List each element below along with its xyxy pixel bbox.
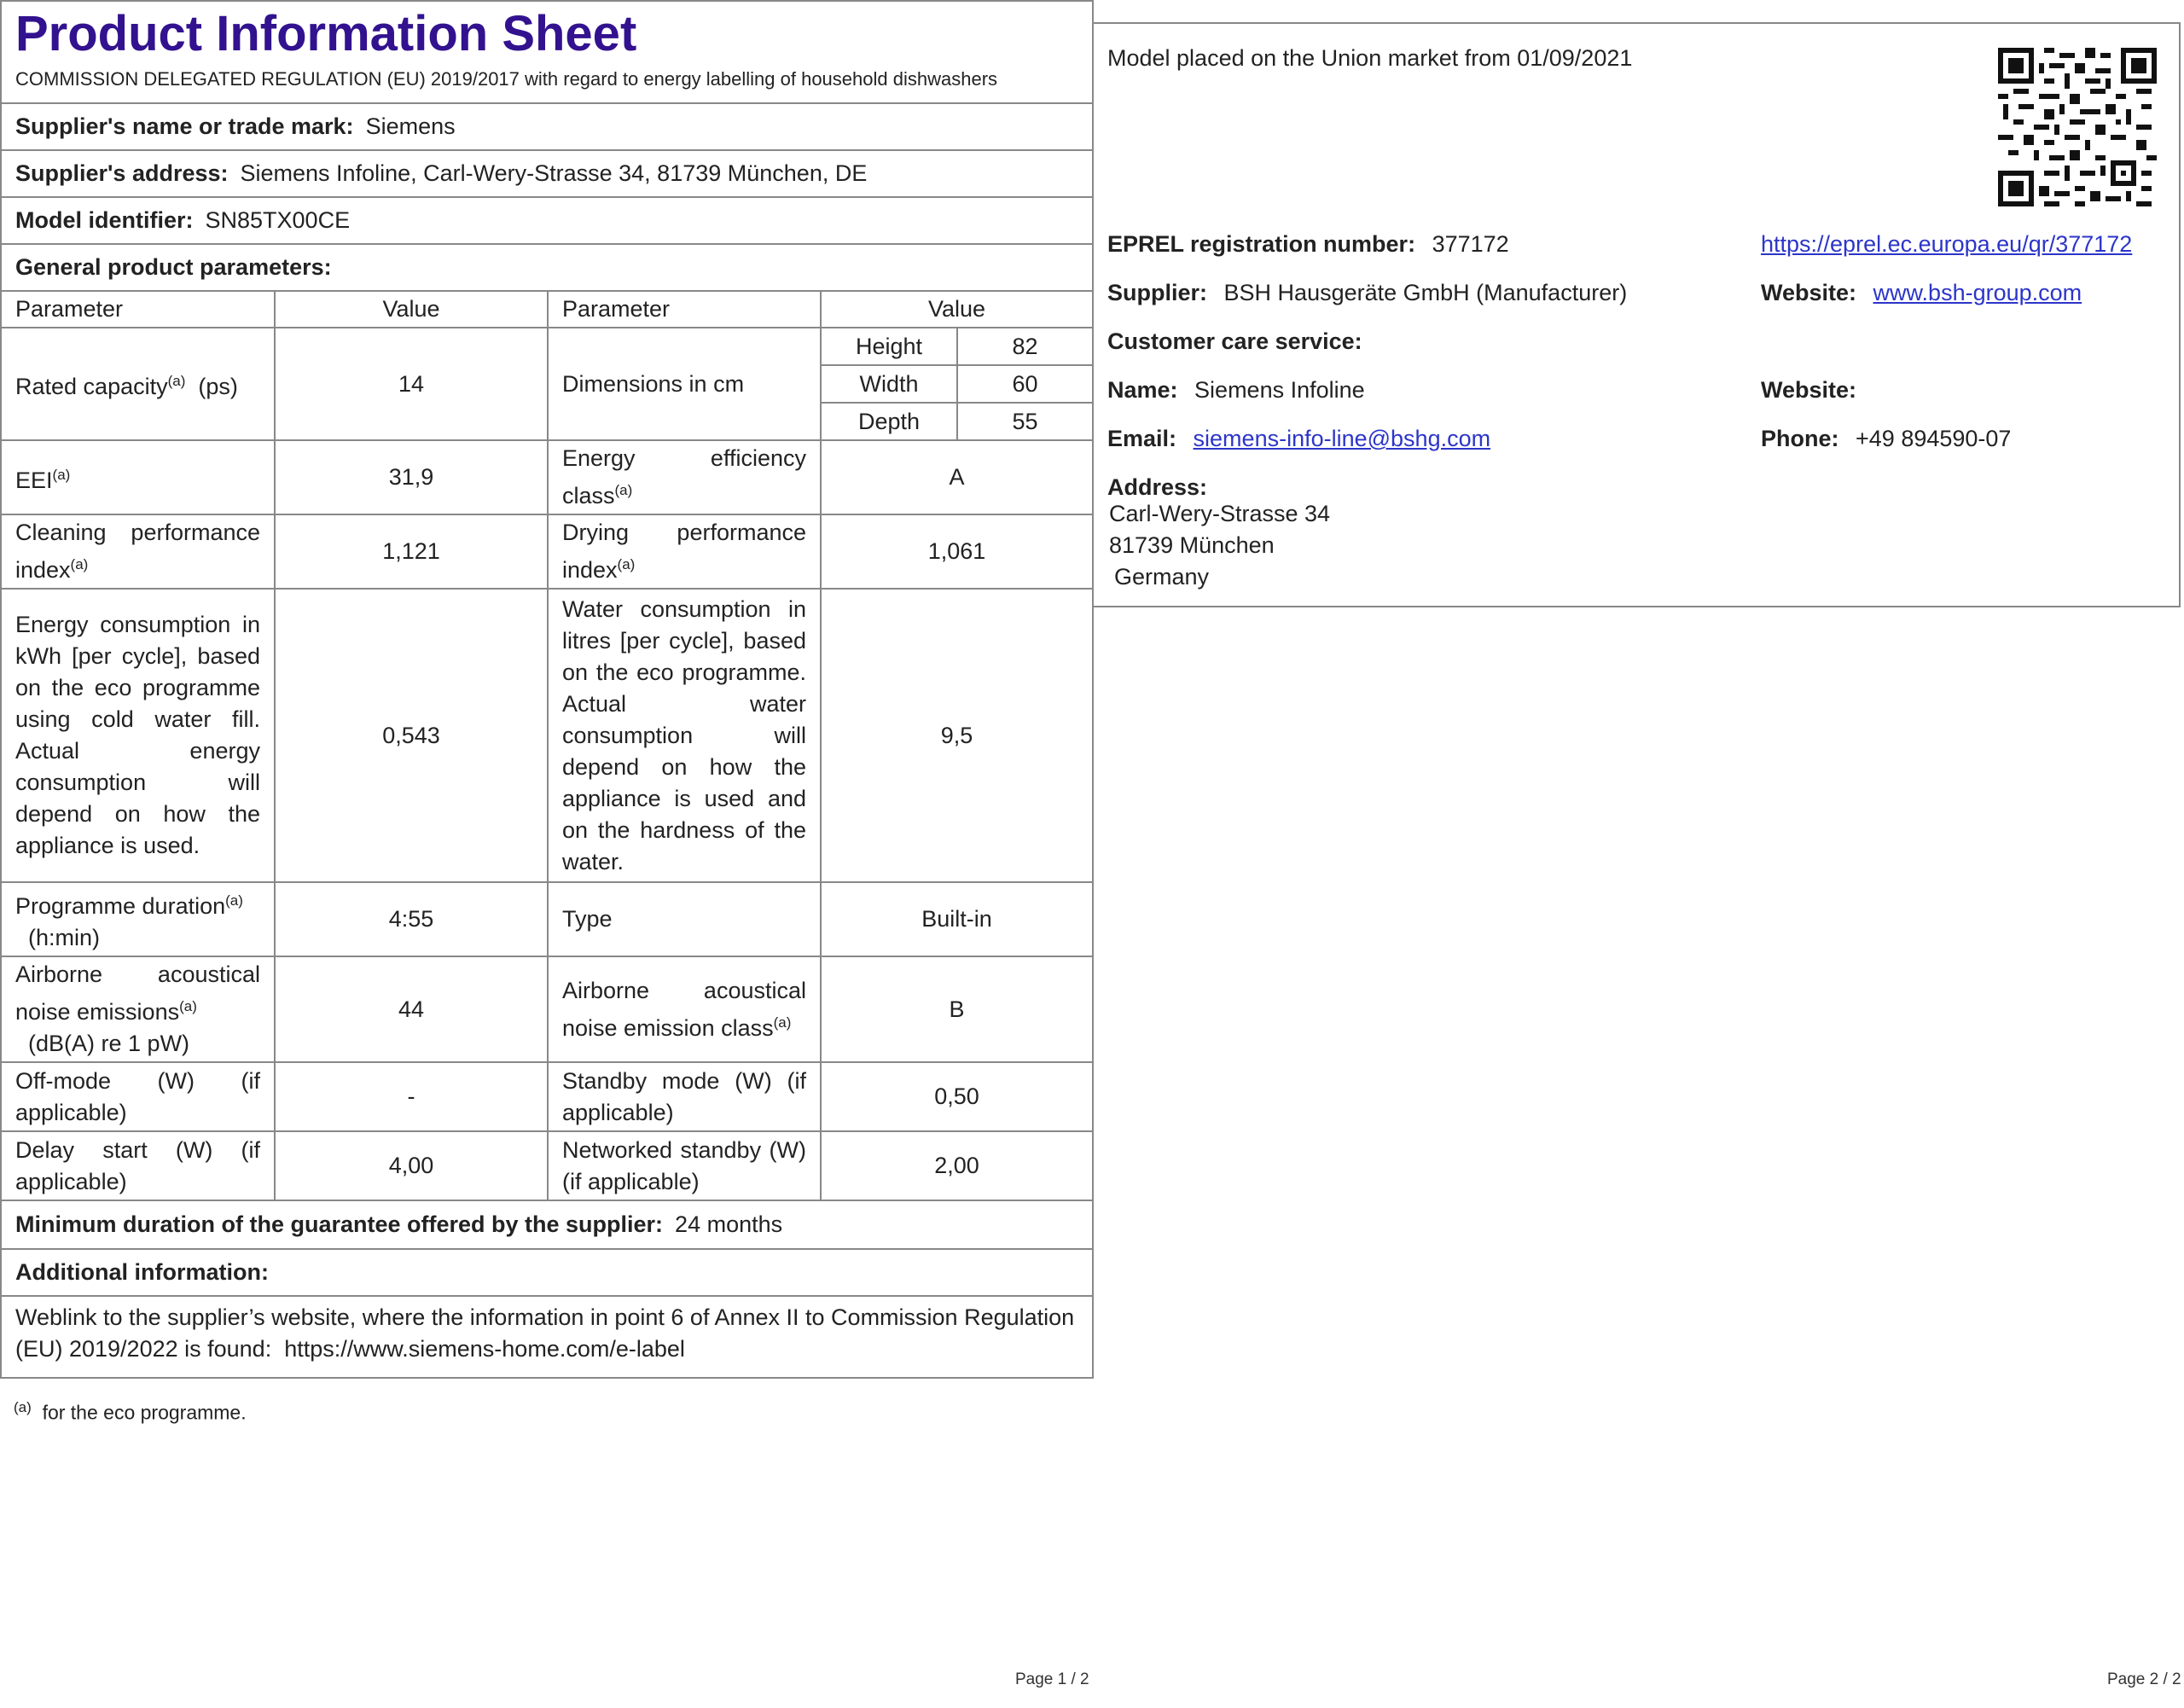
table-row	[2, 1062, 1092, 1131]
footnote-text: for the eco programme.	[42, 1401, 247, 1424]
qr-code-icon[interactable]	[1998, 48, 2157, 206]
header-value-1: Value	[275, 291, 548, 328]
eprel-info-box	[1092, 22, 2181, 607]
standby-value: 0,50	[821, 1062, 1092, 1131]
eprel-row	[1107, 229, 1509, 260]
networked-standby-value: 2,00	[821, 1131, 1092, 1200]
width-label: Width	[821, 365, 957, 403]
email-label: Email:	[1107, 426, 1177, 451]
email-row	[1107, 423, 1490, 455]
supplier-address-row	[2, 149, 1092, 196]
drying-index-value: 1,061	[821, 514, 1092, 589]
rated-capacity-value: 14	[275, 328, 548, 440]
depth-label: Depth	[821, 403, 957, 440]
supplier-value: BSH Hausgeräte GmbH (Manufacturer)	[1223, 280, 1628, 305]
additional-information-row	[2, 1248, 1092, 1295]
general-parameters-label: General product parameters:	[15, 254, 332, 280]
website2-label: Website:	[1761, 377, 1857, 403]
noise-emissions-label: Airborne acoustical noise emissions$^{(a)}$ (dB(A) re 1 pW)	[2, 956, 275, 1062]
supplier-name-label: Supplier's name or trade mark:	[15, 113, 354, 139]
phone-label: Phone:	[1761, 426, 1839, 451]
eprel-label: EPREL registration number:	[1107, 231, 1416, 257]
table-row	[2, 882, 1092, 956]
eei-value: 31,9	[275, 440, 548, 514]
rated-capacity-label: Rated capacity$^{(a)}$ (ps)	[2, 328, 275, 440]
model-identifier-value: SN85TX00CE	[205, 207, 351, 233]
table-row	[2, 328, 1092, 365]
page-number-2: Page 2 / 2	[2107, 1670, 2181, 1688]
market-date-text: Model placed on the Union market from 01/09/2021	[1107, 45, 1633, 71]
phone-row	[1761, 423, 2011, 455]
page-number-1: Page 1 / 2	[1015, 1670, 1089, 1688]
type-value: Built-in	[821, 882, 1092, 956]
address-line-2: 81739 München	[1109, 532, 1275, 558]
guarantee-row	[2, 1201, 1092, 1248]
delay-start-value: 4,00	[275, 1131, 548, 1200]
height-value: 82	[957, 328, 1092, 365]
noise-emissions-value: 44	[275, 956, 548, 1062]
weblink-url[interactable]: https://www.siemens-home.com/e-label	[284, 1336, 685, 1362]
table-header-row	[2, 291, 1092, 328]
name-label: Name:	[1107, 377, 1178, 403]
product-information-sheet	[0, 0, 1094, 1379]
water-consumption-label: Water consumption in litres [per cycle], based on the eco programme. Actual water consumption will depend on how the appliance is used and on the hardness of the water.	[548, 589, 821, 882]
cleaning-index-value: 1,121	[275, 514, 548, 589]
customer-care-label: Customer care service:	[1107, 328, 1362, 354]
supplier-row	[1107, 277, 1627, 309]
footnote	[14, 1399, 247, 1425]
model-identifier-label: Model identifier:	[15, 207, 194, 233]
website-row	[1761, 277, 2082, 309]
table-row	[2, 440, 1092, 514]
customer-care-row	[1107, 326, 1373, 357]
off-mode-value: -	[275, 1062, 548, 1131]
type-label: Type	[548, 882, 821, 956]
address-line-3: Germany	[1114, 564, 1210, 590]
width-value: 60	[957, 365, 1092, 403]
address-block	[1107, 498, 1330, 593]
general-parameters-row	[2, 243, 1092, 290]
energy-consumption-value: 0,543	[275, 589, 548, 882]
noise-class-label: Airborne acoustical noise emission class$^{(a)}$	[548, 956, 821, 1062]
model-identifier-row	[2, 196, 1092, 243]
table-row	[2, 589, 1092, 882]
noise-class-value: B	[821, 956, 1092, 1062]
name-value: Siemens Infoline	[1194, 377, 1365, 403]
supplier-address-label: Supplier's address:	[15, 160, 229, 186]
additional-information-label: Additional information:	[15, 1259, 269, 1285]
address-line-1: Carl-Wery-Strasse 34	[1109, 501, 1331, 526]
programme-duration-value: 4:55	[275, 882, 548, 956]
header-parameter-2: Parameter	[548, 291, 821, 328]
energy-consumption-label: Energy consumption in kWh [per cycle], based on the eco programme using cold water fill. Actual energy consumption will depend on how the appliance is used.	[2, 589, 275, 882]
networked-standby-label: Networked standby (W) (if applicable)	[548, 1131, 821, 1200]
drying-index-label: Drying performance index$^{(a)}$	[548, 514, 821, 589]
page-title: Product Information Sheet	[15, 6, 637, 61]
email-link[interactable]: siemens-info-line@bshg.com	[1193, 426, 1491, 451]
delay-start-label: Delay start (W) (if applicable)	[2, 1131, 275, 1200]
table-row	[2, 1131, 1092, 1200]
guarantee-value: 24 months	[675, 1211, 783, 1237]
supplier-name-value: Siemens	[365, 113, 456, 139]
eei-label: EEI$^{(a)}$	[2, 440, 275, 514]
energy-class-label: Energy efficiency class$^{(a)}$	[548, 440, 821, 514]
regulation-subtitle: COMMISSION DELEGATED REGULATION (EU) 2019/2017 with regard to energy labelling of household dishwashers	[15, 68, 998, 90]
eprel-link[interactable]: https://eprel.ec.europa.eu/qr/377172	[1761, 231, 2133, 257]
header-value-2: Value	[821, 291, 1092, 328]
table-row	[2, 514, 1092, 589]
eprel-link-row	[1761, 229, 2132, 260]
header-parameter-1: Parameter	[2, 291, 275, 328]
table-row	[2, 956, 1092, 1062]
weblink-row	[2, 1295, 1092, 1377]
standby-label: Standby mode (W) (if applicable)	[548, 1062, 821, 1131]
off-mode-label: Off-mode (W) (if applicable)	[2, 1062, 275, 1131]
water-consumption-value: 9,5	[821, 589, 1092, 882]
name-row	[1107, 375, 1365, 406]
programme-duration-label: Programme duration$^{(a)}$ (h:min)	[2, 882, 275, 956]
page-2	[1092, 0, 2184, 1708]
parameters-table	[2, 290, 1092, 1201]
dimensions-label: Dimensions in cm	[548, 328, 821, 440]
footnote-mark: (a)	[14, 1399, 32, 1415]
height-label: Height	[821, 328, 957, 365]
depth-value: 55	[957, 403, 1092, 440]
website2-row	[1761, 375, 1867, 406]
energy-class-value: A	[821, 440, 1092, 514]
phone-value: +49 894590-07	[1856, 426, 2012, 451]
address-label: Address:	[1107, 474, 1208, 500]
weblink-text: Weblink to the supplier’s website, where the information in point 6 of Annex II to Commission Regulation (EU) 2019/2022 is found:	[15, 1304, 1075, 1362]
website-label: Website:	[1761, 280, 1857, 305]
website-link[interactable]: www.bsh-group.com	[1873, 280, 2082, 305]
guarantee-label: Minimum duration of the guarantee offered by the supplier:	[15, 1211, 664, 1237]
eprel-value: 377172	[1432, 231, 1509, 257]
supplier-label: Supplier:	[1107, 280, 1208, 305]
supplier-name-row	[2, 102, 1092, 149]
supplier-address-value: Siemens Infoline, Carl-Wery-Strasse 34, 81739 München, DE	[240, 160, 868, 186]
cleaning-index-label: Cleaning performance index$^{(a)}$	[2, 514, 275, 589]
